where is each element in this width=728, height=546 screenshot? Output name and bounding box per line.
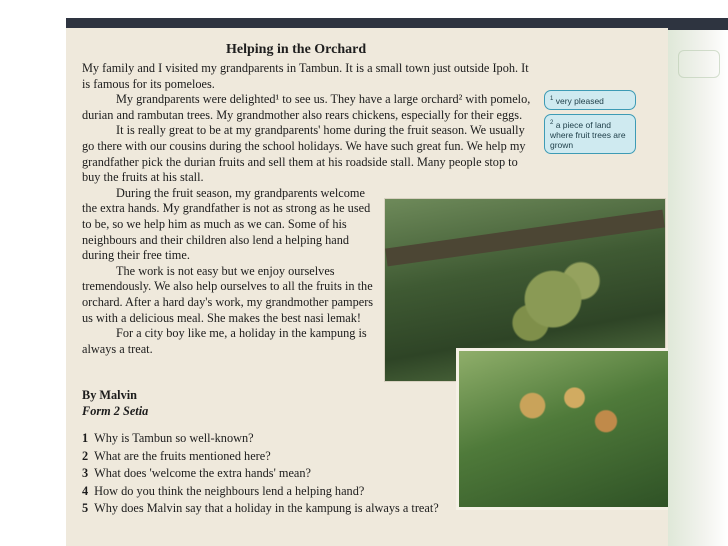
- question: 1 Why is Tambun so well-known?: [82, 431, 254, 445]
- glossary-note: $^2$ a piece of land where fruit trees are grown: [544, 114, 636, 154]
- textbook-page: [66, 28, 668, 546]
- glossary-notes: [544, 90, 636, 158]
- byline: [82, 388, 148, 419]
- paragraph: The work is not easy but we enjoy ourselves tremendously. We also help ourselves to all the fruits in the orchard. After a hard day's work, my grandmother pampers us with a delicious meal. She makes the best nasi lemak!: [82, 263, 374, 325]
- adjacent-page-edge: [668, 30, 728, 546]
- author-class: Form 2 Setia: [82, 403, 149, 418]
- comprehension-questions: [82, 430, 602, 518]
- paragraph: During the fruit season, my grandparents welcome the extra hands. My grandfather is not as strong as he used to be, so we help him as much as we can. Some of his neighbours and their children also lend a helping hand during their free time.: [82, 185, 371, 263]
- page-title: Helping in the Orchard: [226, 42, 367, 57]
- faded-margin-box: [678, 50, 720, 78]
- paragraph: My family and I visited my grandparents in Tambun. It is a small town just outside Ipoh. It is famous for its pomeloes.: [82, 61, 529, 91]
- author: By Malvin: [82, 388, 137, 402]
- question: 4 How do you think the neighbours lend a helping hand?: [82, 483, 365, 498]
- question: 5 Why does Malvin say that a holiday in the kampung is always a treat?: [82, 501, 439, 515]
- question: 3 What does 'welcome the extra hands' mean?: [82, 466, 311, 480]
- paragraph: It is really great to be at my grandparents' home during the fruit season. We usually go there with our cousins during the school holidays. We have such great fun. We help my grandfather pick the durian fruits and sell them at his roadside stall. Many people stop to buy the fruits at his stall.: [82, 123, 526, 185]
- question: 2 What are the fruits mentioned here?: [82, 448, 271, 463]
- paragraph: My grandparents were delighted¹ to see us. They have a large orchard² with pomelo, durian and rambutan trees. My grandmother also rears chickens, especially for their eggs.: [82, 92, 531, 122]
- paragraph: For a city boy like me, a holiday in the kampung is always a treat.: [82, 326, 367, 356]
- glossary-note: $^1$ very pleased: [544, 90, 636, 110]
